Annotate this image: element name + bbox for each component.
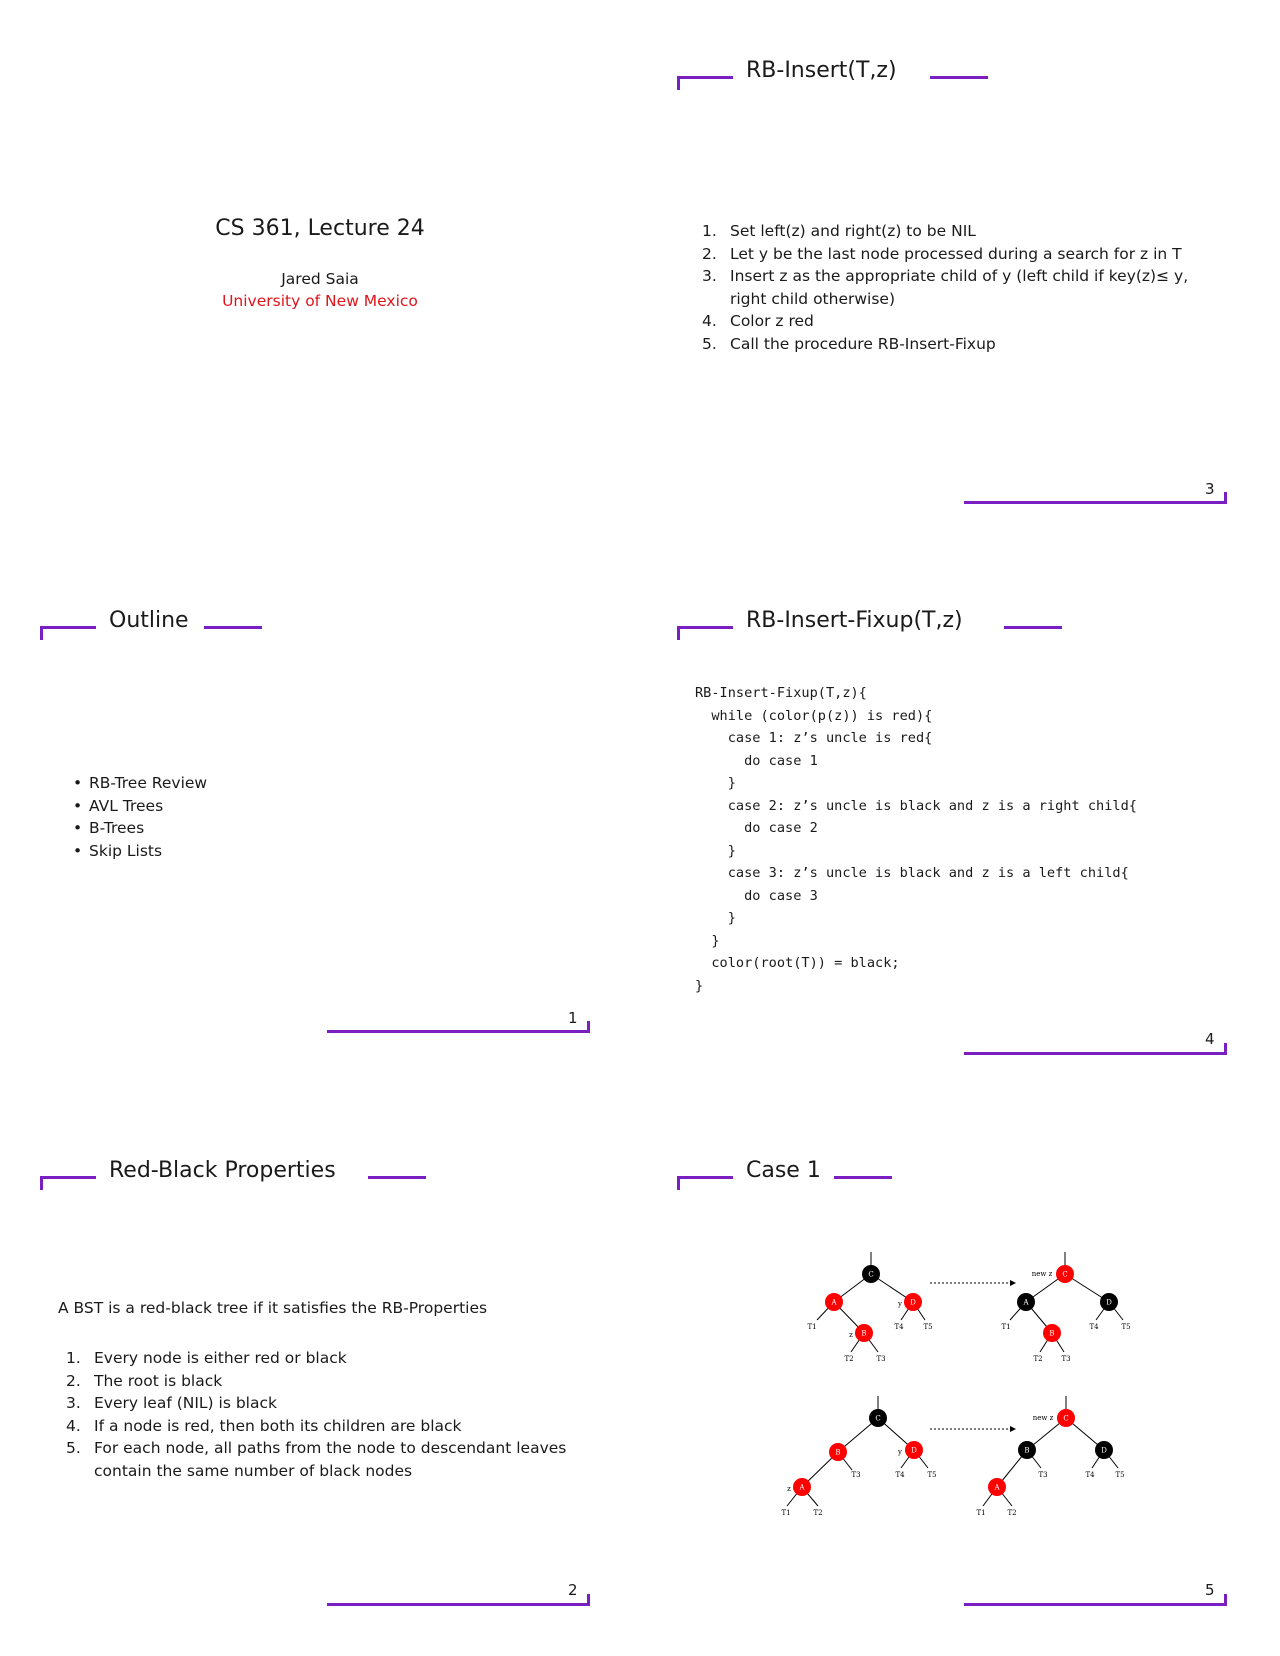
subtree-label: T5: [927, 1471, 937, 1479]
node-label: A: [1023, 1298, 1029, 1307]
subtree-label: T5: [923, 1323, 933, 1331]
list-item: 4. Color z red: [702, 312, 814, 330]
case1-diagram: [780, 1245, 1180, 1525]
subtree-label: T5: [1121, 1323, 1131, 1331]
list-item: • RB-Tree Review: [71, 772, 471, 795]
pointer-label: y: [898, 1300, 902, 1308]
node-label: B: [1024, 1446, 1030, 1455]
list-item: • Skip Lists: [71, 840, 471, 863]
node-label: D: [1101, 1446, 1107, 1455]
slide-title: Case 1: [746, 1158, 821, 1183]
node-label: A: [799, 1483, 805, 1492]
properties-intro: A BST is a red-black tree if it satisfies the RB-Properties: [58, 1299, 488, 1317]
fixup-pseudocode: RB-Insert-Fixup(T,z){ while (color(p(z)) is red){ case 1: z’s uncle is red{ do case 1 } case 2: z’s uncle is black and z is a right child{ do case 2 } case 3: z’s uncle is black and z is a left child{ do case 3 } } color(root(T)) = black; }: [695, 685, 1137, 994]
footer-tick: [587, 1594, 590, 1606]
header-rule-right: [204, 626, 262, 629]
pointer-label: y: [898, 1448, 902, 1456]
properties-list: [66, 1347, 596, 1482]
arrow-head: [1010, 1280, 1016, 1286]
subtree-label: T2: [813, 1509, 823, 1517]
header-rule-left: [40, 1176, 96, 1179]
slide-title: Red-Black Properties: [109, 1158, 336, 1183]
insert-steps: [702, 220, 1222, 355]
footer-rule: [327, 1603, 590, 1606]
node-label: D: [911, 1446, 917, 1455]
subtree-label: T2: [1007, 1509, 1017, 1517]
outline-list: [71, 772, 471, 862]
node-label: B: [1049, 1329, 1055, 1338]
node-label: D: [1106, 1298, 1112, 1307]
subtree-label: T4: [894, 1323, 904, 1331]
pointer-label: new z: [1031, 1270, 1053, 1278]
header-rule-left: [677, 1176, 733, 1179]
list-item: 2. Let y be the last node processed during a search for z in T: [702, 244, 1182, 263]
node-label: A: [994, 1483, 1000, 1492]
node-label: C: [868, 1270, 874, 1279]
node-label: B: [861, 1329, 867, 1338]
list-item: • B-Trees: [71, 817, 471, 840]
list-item: 5. For each node, all paths from the node to descendant leaves contain the same number of black nodes: [66, 1439, 567, 1480]
footer-rule: [964, 501, 1227, 504]
pointer-label: new z: [1032, 1414, 1054, 1422]
slide-title: RB-Insert-Fixup(T,z): [746, 608, 963, 633]
node-label: A: [831, 1298, 837, 1307]
subtree-label: T3: [851, 1471, 861, 1479]
footer-rule: [964, 1603, 1227, 1606]
node-label: C: [1062, 1270, 1068, 1279]
subtree-label: T1: [807, 1323, 817, 1331]
footer-tick: [1224, 492, 1227, 504]
subtree-label: T2: [844, 1355, 854, 1363]
subtree-label: T3: [1038, 1471, 1048, 1479]
subtree-label: T4: [1089, 1323, 1099, 1331]
node-label: C: [875, 1414, 881, 1423]
footer-tick: [1224, 1043, 1227, 1055]
author: Jared Saia: [281, 270, 359, 288]
subtree-label: T1: [1001, 1323, 1011, 1331]
header-rule-left: [677, 76, 733, 79]
affiliation: University of New Mexico: [222, 292, 418, 310]
page-number: 5: [1205, 1581, 1215, 1599]
subtree-label: T3: [876, 1355, 886, 1363]
slide-title: Outline: [109, 608, 189, 633]
arrow-head: [1010, 1426, 1016, 1432]
subtree-label: T5: [1115, 1471, 1125, 1479]
page-number: 3: [1205, 480, 1215, 498]
list-item: 1. Set left(z) and right(z) to be NIL: [702, 222, 976, 240]
header-rule-left: [677, 626, 733, 629]
subtree-label: T1: [781, 1509, 791, 1517]
node-label: D: [910, 1298, 916, 1307]
pointer-label: z: [849, 1331, 853, 1339]
list-item: 4. If a node is red, then both its children are black: [66, 1416, 462, 1435]
course-title: CS 361, Lecture 24: [215, 216, 425, 241]
header-rule-right: [930, 76, 988, 79]
list-item: 1. Every node is either red or black: [66, 1349, 347, 1367]
list-item: 3. Insert z as the appropriate child of y (left child if key(z)≤ y, right child otherwise): [702, 267, 1189, 308]
footer-rule: [964, 1052, 1227, 1055]
subtree-label: T2: [1033, 1355, 1043, 1363]
page-number: 2: [568, 1581, 578, 1599]
slide-title: RB-Insert(T,z): [746, 58, 897, 83]
list-item: 3. Every leaf (NIL) is black: [66, 1394, 277, 1412]
subtree-label: T4: [895, 1471, 905, 1479]
header-rule-right: [368, 1176, 426, 1179]
node-label: C: [1063, 1414, 1069, 1423]
header-rule-right: [1004, 626, 1062, 629]
node-label: B: [835, 1448, 841, 1457]
subtree-label: T1: [976, 1509, 986, 1517]
footer-tick: [1224, 1594, 1227, 1606]
footer-tick: [587, 1021, 590, 1033]
page-number: 4: [1205, 1030, 1215, 1048]
list-item: • AVL Trees: [71, 795, 471, 818]
footer-rule: [327, 1030, 590, 1033]
list-item: 2. The root is black: [66, 1371, 223, 1390]
list-item: 5. Call the procedure RB-Insert-Fixup: [702, 334, 996, 353]
subtree-label: T3: [1061, 1355, 1071, 1363]
pointer-label: z: [787, 1485, 791, 1493]
subtree-label: T4: [1085, 1471, 1095, 1479]
header-rule-left: [40, 626, 96, 629]
header-rule-right: [834, 1176, 892, 1179]
page-number: 1: [568, 1009, 578, 1027]
